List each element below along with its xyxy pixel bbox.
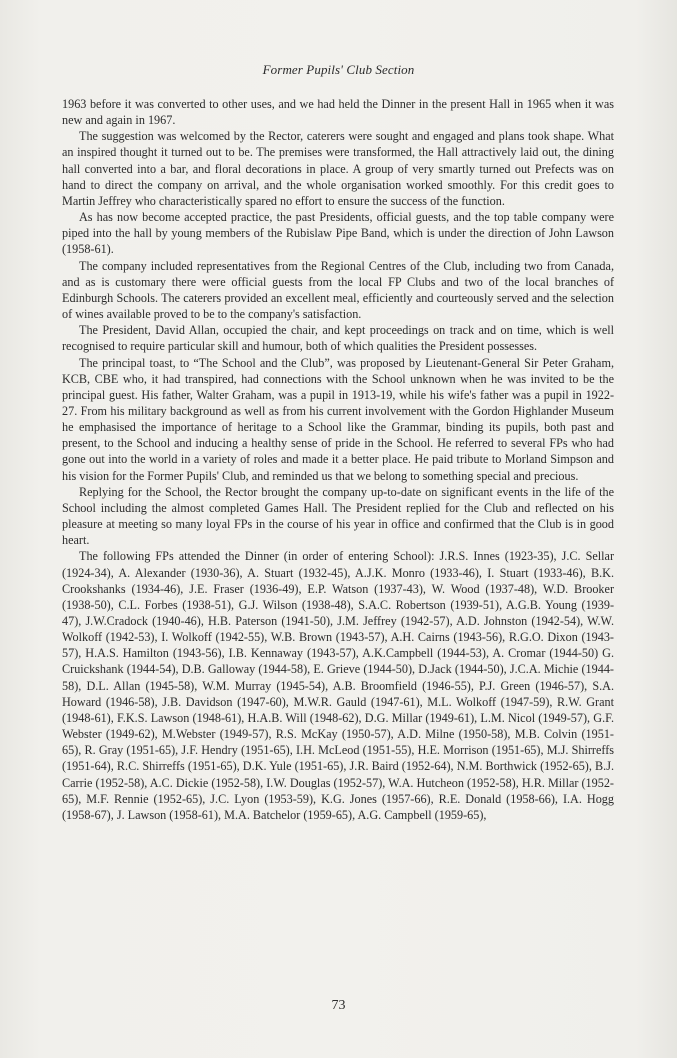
paragraph: The suggestion was welcomed by the Rector, caterers were sought and engaged and plans took shape. What an inspired thought it turned out to be. The premises were transformed, the Hall attractively laid out, the dining hall converted into a bar, and floral decorations in place. A group of very smartly turned out Prefects was on hand to direct the company on arrival, and the whole organisation worked smoothly. For this credit goes to Martin Jeffrey who characteristically spared no effort to ensure the success of the function. <box>62 129 614 208</box>
paragraph: The company included representatives from the Regional Centres of the Club, including two from Canada, and as is customary there were official guests from the local FP Clubs and two of the local branches of Edinburgh Schools. The caterers provided an excellent meal, efficiently and courteously served and the selection of wines available proved to be to the company's satisfaction. <box>62 258 614 322</box>
paragraph-attendees: The following FPs attended the Dinner (in order of entering School): J.R.S. Innes (1923-35), J.C. Sellar (1924-34), A. Alexander (1930-36), A. Stuart (1932-45), A.J.K. Monro (1933-46), I. Stuart (1933-46), B.K. Crookshanks (1934-46), J.E. Fraser (1936-49), E.P. Watson (1937-43), W. Wood (1937-48), W.D. Brooker (1938-50), C.L. Forbes (1938-51), G.J. Wilson (1938-48), S.A.C. Robertson (1939-51), A.G.B. Young (1939-47), J.W.Cradock (1940-46), H.B. Paterson (1941-50), J.M. Jeffrey (1942-57), A.D. Johnston (1942-54), W.W. Wolkoff (1942-53), I. Wolkoff (1942-55), W.B. Brown (1943-57), A.H. Cairns (1943-56), R.G.O. Dixon (1943-57), H.A.S. Hamilton (1943-56), I.B. Kennaway (1943-57), A.K.Campbell (1944-53), A. Cromar (1944-50) G. Cruickshank (1944-54), D.B. Galloway (1944-58), E. Grieve (1944-50), D.Jack (1944-50), J.C.A. Michie (1944-58), D.L. Allan (1945-58), W.M. Murray (1945-54), A.B. Broomfield (1946-55), P.J. Green (1946-57), S.A. Howard (1946-58), J.B. Davidson (1947-60), M.W.R. Gauld (1947-61), M.L. Wolkoff (1947-59), R.W. Grant (1948-61), F.K.S. Lawson (1948-61), H.A.B. Will (1948-62), D.G. Millar (1949-61), L.M. Nicol (1949-57), G.F. Webster (1949-62), M.Webster (1949-57), R.S. McKay (1950-57), A.D. Milne (1950-58), M.B. Colvin (1951-65), R. Gray (1951-65), J.F. Hendry (1951-65), I.H. McLeod (1951-55), H.E. Morrison (1951-65), M.J. Shirreffs (1951-64), R.C. Shirreffs (1951-65), D.K. Yule (1951-65), J.R. Baird (1952-64), N.M. Borthwick (1952-65), B.J. Carrie (1952-58), A.C. Dickie (1952-58), I.W. Douglas (1952-57), W.A. Hutcheon (1952-58), H.R. Millar (1952-65), M.F. Rennie (1952-65), J.C. Lyon (1953-59), K.G. Jones (1957-66), R.E. Donald (1958-66), I.A. Hogg (1958-67), J. Lawson (1958-61), M.A. Batchelor (1959-65), A.G. Campbell (1959-65), <box>62 549 614 822</box>
running-head: Former Pupils' Club Section <box>262 62 415 77</box>
page-number: 73 <box>331 998 346 1013</box>
paragraph: The principal toast, to “The School and the Club”, was proposed by Lieutenant-General Sir Peter Graham, KCB, CBE who, it had transpired, had connections with the School unknown when he was invited to be the principal guest. His father, Walter Graham, was a pupil in 1913-19, while his wife's father was a pupil in 1922-27. From his military background as well as from his current involvement with the Gordon Highlander Museum he emphasised the importance of heritage to a School like the Grammar, binding its pupils, both past and present, to the School and inducing a healthy sense of pride in the School. He referred to several FPs who had gone out into the world in a variety of roles and made it a better place. He paid tribute to Morland Simpson and his vision for the Former Pupils' Club, and reminded us that we belong to something special and precious. <box>62 355 614 483</box>
paragraph: 1963 before it was converted to other uses, and we had held the Dinner in the present Hall in 1965 when it was new and again in 1967. <box>62 97 614 128</box>
body-text <box>62 96 614 823</box>
paragraph: The President, David Allan, occupied the chair, and kept proceedings on track and on time, which is well recognised to require particular skill and humour, both of which qualities the President possesses. <box>62 323 614 354</box>
paragraph: As has now become accepted practice, the past Presidents, official guests, and the top table company were piped into the hall by young members of the Rubislaw Pipe Band, which is under the direction of John Lawson (1958-61). <box>62 210 614 257</box>
paragraph: Replying for the School, the Rector brought the company up-to-date on significant events in the life of the School including the almost completed Games Hall. The President replied for the Club and reflected on his pleasure at meeting so many loyal FPs in the course of his year in office and confirmed that the Club is in good heart. <box>62 484 614 548</box>
